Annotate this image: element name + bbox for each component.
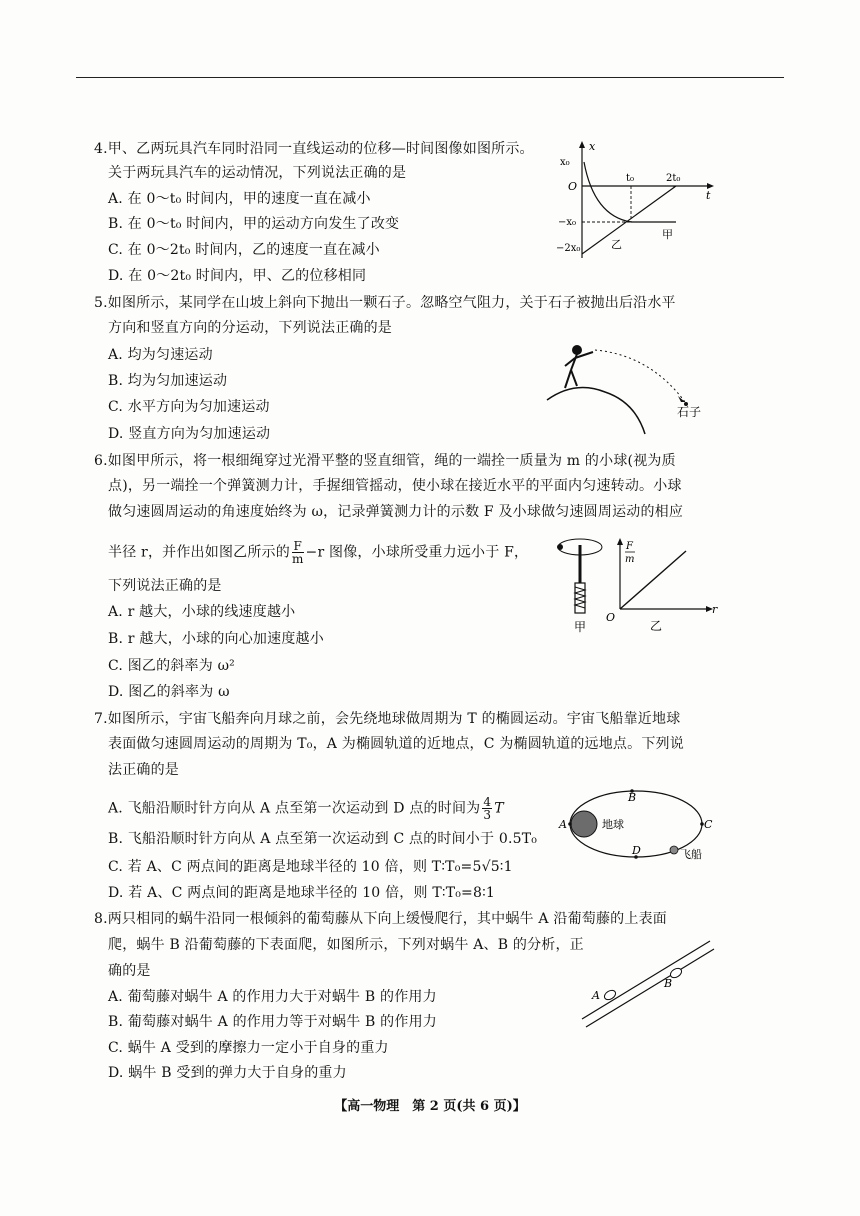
q7-option-a-text: A. 飞船沿顺时针方向从 A 点至第一次运动到 D 点的时间为 [108, 800, 481, 817]
q6-option-b: B. r 越大，小球的向心加速度越小 [108, 631, 324, 647]
q6-line2: 点)，另一端拴一个弹簧测力计，手握细管摇动，使小球在接近水平的平面内匀速转动。小球 [108, 478, 682, 494]
q8-option-c: C. 蜗牛 A 受到的摩擦力一定小于自身的重力 [108, 1040, 389, 1056]
q7-fraction-4-over-3: $\frac{4}{3}$ [483, 795, 492, 822]
q6-option-c: C. 图乙的斜率为 ω² [108, 658, 235, 674]
q6-label-jia: 甲 [574, 620, 587, 634]
q5-option-a: A. 均为匀速运动 [108, 347, 213, 363]
q6-line4-b: −r 图像，小球所受重力远小于 F， [305, 544, 529, 561]
q4-axis-t-label: t [706, 189, 711, 202]
q8-line2: 爬，蜗牛 B 沿葡萄藤的下表面爬，如图所示，下列对蜗牛 A、B 的分析，正 [108, 937, 584, 953]
q7-orbit-figure [556, 780, 721, 870]
q8-option-d: D. 蜗牛 B 受到的弹力大于自身的重力 [108, 1065, 347, 1081]
q4-line2: 关于两玩具汽车的运动情况，下列说法正确的是 [108, 165, 407, 181]
q7-line2: 表面做匀速圆周运动的周期为 T₀，A 为椭圆轨道的近地点，C 为椭圆轨道的远地点。下列说 [108, 736, 684, 752]
q8-line1: 8.两只相同的蜗牛沿同一根倾斜的葡萄藤从下向上缓慢爬行，其中蜗牛 A 沿葡萄藤的上表面 [94, 911, 667, 927]
q4-label-yi: 乙 [611, 238, 622, 251]
q6-option-a: A. r 越大，小球的线速度越小 [108, 604, 296, 620]
spaceship-icon [670, 846, 678, 854]
q7-option-c: C. 若 A、C 两点间的距离是地球半径的 10 倍，则 T∶T₀=5√5∶1 [108, 859, 513, 875]
q6-axis-F: F [626, 541, 633, 552]
q6-line4 [108, 540, 528, 565]
q7-point-D: D [632, 844, 641, 857]
q7-point-C: C [704, 818, 713, 831]
q6-f-over-m-graph [604, 535, 724, 635]
q6-option-d: D. 图乙的斜率为 ω [108, 684, 230, 700]
q4-tick-2t0: 2t₀ [666, 173, 681, 184]
q4-tick-neg-x0: −x₀ [558, 217, 577, 228]
q6-line4-a: 半径 r，并作出如图乙所示的 [108, 544, 290, 561]
q6-fraction-f-over-m: $\frac{F}{m}$ [291, 539, 304, 566]
q6-line1: 6.如图甲所示，将一根细绳穿过光滑平整的竖直细管，绳的一端拴一质量为 m 的小球(视为质 [94, 453, 676, 469]
q6-axis-m: m [625, 554, 635, 565]
q6-line5: 下列说法正确的是 [108, 578, 222, 594]
q4-option-a: A. 在 0～t₀ 时间内，甲的速度一直在减小 [108, 191, 371, 207]
q6-origin: O [606, 611, 616, 624]
q5-option-c: C. 水平方向为匀加速运动 [108, 399, 270, 415]
q4-option-d: D. 在 0～2t₀ 时间内，甲、乙的位移相同 [108, 268, 367, 284]
q7-line3: 法正确的是 [108, 762, 179, 778]
q7-option-b: B. 飞船沿顺时针方向从 A 点至第一次运动到 C 点的时间小于 0.5T₀ [108, 831, 538, 847]
q4-tick-t0: t₀ [626, 173, 635, 184]
q8-line3: 确的是 [108, 963, 151, 979]
q6-figure-jia [550, 535, 610, 635]
q5-option-d: D. 竖直方向为匀加速运动 [108, 426, 271, 442]
q4-line1: 4.甲、乙两玩具汽车同时沿同一直线运动的位移—时间图像如图所示。 [94, 141, 534, 157]
q4-label-jia: 甲 [662, 228, 673, 241]
q5-trajectory [595, 350, 685, 402]
student-icon [565, 346, 593, 388]
q7-option-d: D. 若 A、C 两点间的距离是地球半径的 10 倍，则 T∶T₀=8∶1 [108, 885, 496, 901]
q8-label-B: B [664, 977, 673, 990]
q4-option-c: C. 在 0～2t₀ 时间内，乙的速度一直在减小 [108, 242, 380, 258]
q5-option-b: B. 均为匀加速运动 [108, 373, 228, 389]
q5-line2: 方向和竖直方向的分运动，下列说法正确的是 [108, 320, 392, 336]
q7-point-B: B [628, 791, 637, 804]
vine-lower-edge [586, 949, 714, 1027]
q4-option-b: B. 在 0～t₀ 时间内，甲的运动方向发生了改变 [108, 216, 400, 232]
q6-axis-r: r [712, 603, 718, 616]
q7-option-a [108, 796, 504, 821]
q4-curve-jia [584, 162, 631, 222]
q4-xt-graph [556, 138, 724, 263]
q5-stone-label: 石子 [677, 405, 702, 419]
q4-tick-neg-2x0: −2x₀ [556, 243, 581, 254]
q7-label-earth: 地球 [602, 818, 624, 831]
q6-line3: 做匀速圆周运动的角速度始终为 ω，记录弹簧测力计的示数 F 及小球做匀速圆周运动的相应 [108, 504, 684, 520]
q4-axis-x-label: x [589, 140, 596, 153]
ball-icon [557, 544, 563, 550]
q4-tick-x0: x₀ [560, 157, 570, 168]
q8-label-A: A [592, 989, 600, 1002]
q8-option-b: B. 葡萄藤对蜗牛 A 的作用力等于对蜗牛 B 的作用力 [108, 1014, 437, 1030]
q5-throw-figure [545, 340, 715, 435]
q4-origin: O [568, 180, 578, 193]
q6-label-yi: 乙 [650, 619, 663, 633]
page-footer: 【高一物理 第 2 页(共 6 页)】 [334, 1099, 526, 1114]
q5-line1: 5.如图所示，某同学在山坡上斜向下抛出一颗石子。忽略空气阻力，关于石子被抛出后沿水平 [94, 295, 676, 311]
q8-option-a: A. 葡萄藤对蜗牛 A 的作用力大于对蜗牛 B 的作用力 [108, 989, 437, 1005]
earth-icon [571, 811, 597, 837]
q7-point-A: A [559, 818, 567, 831]
header-rule [76, 77, 784, 78]
q5-hill [547, 388, 645, 435]
q7-option-a-T: T [494, 800, 504, 817]
q7-line1: 7.如图所示，宇宙飞船奔向月球之前，会先绕地球做周期为 T 的椭圆运动。宇宙飞船靠近地球 [94, 711, 681, 727]
vine-upper-edge [582, 941, 710, 1019]
q7-label-ship: 飞船 [680, 848, 702, 861]
q8-vine-figure [578, 935, 718, 1031]
